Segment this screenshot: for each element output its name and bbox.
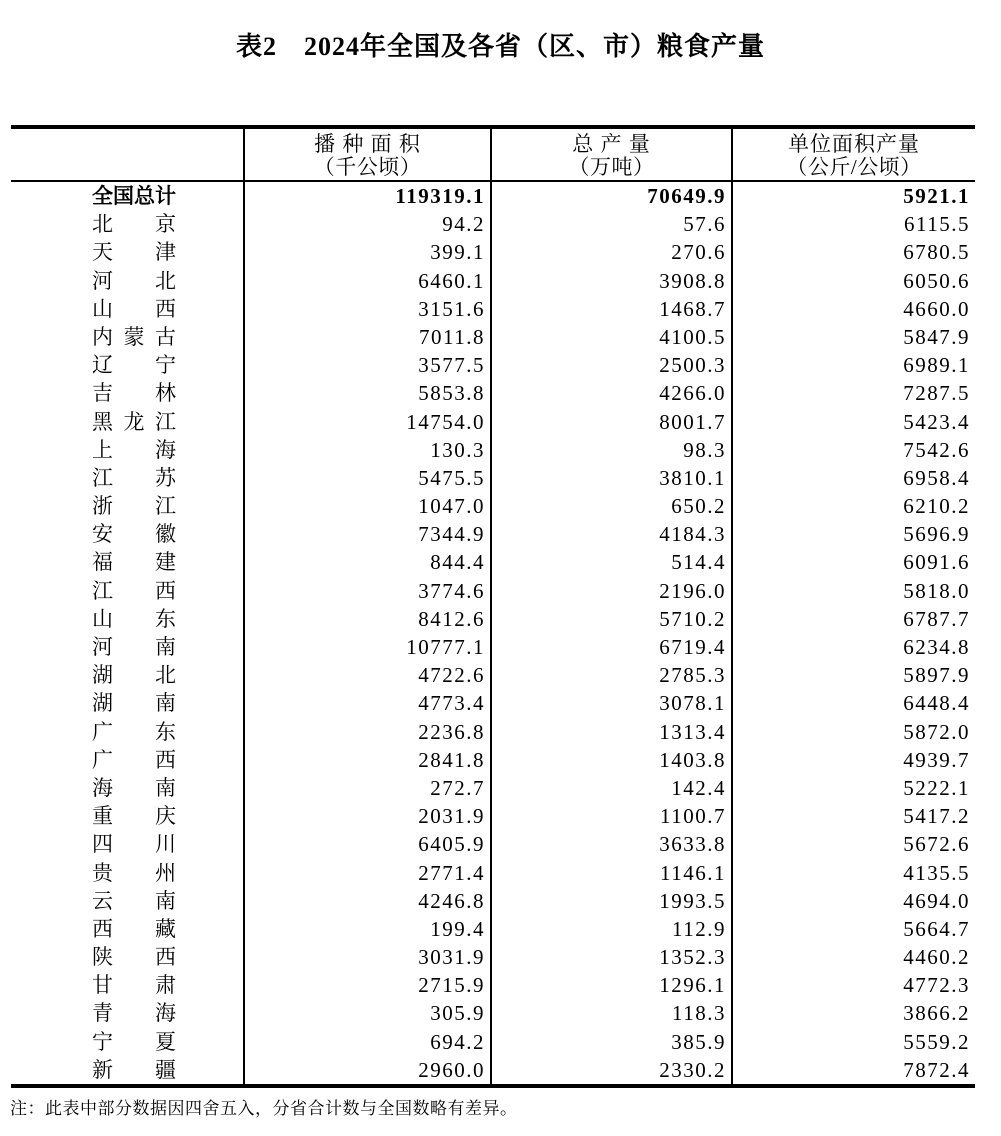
sown-area-value: 4722.6 [243,661,490,689]
row-label: 浙江 [92,494,176,519]
sown-area-value: 399.1 [243,238,490,266]
page-title: 表2 2024年全国及各省（区、市）粮食产量 [235,32,765,61]
total-output-value: 514.4 [490,548,731,576]
row-label: 辽宁 [92,353,176,378]
unit-yield-value: 5664.7 [731,915,975,943]
table-row [11,1056,975,1084]
sown-area-value: 2031.9 [243,802,490,830]
row-label: 陕西 [92,945,176,970]
table-row [11,887,975,915]
sown-area-value: 4246.8 [243,887,490,915]
row-label-cell [11,971,243,999]
row-label-cell [11,1056,243,1084]
row-label: 贵州 [92,860,176,885]
row-label-cell [11,830,243,858]
table-row [11,520,975,548]
column-header-sown-area [243,129,490,180]
row-label: 海南 [92,775,176,800]
sown-area-value: 4773.4 [243,689,490,717]
sown-area-value: 1047.0 [243,492,490,520]
total-output-value: 98.3 [490,436,731,464]
row-label: 西藏 [92,916,176,941]
unit-yield-value: 6958.4 [731,464,975,492]
sown-area-value: 8412.6 [243,605,490,633]
total-output-value: 1403.8 [490,746,731,774]
table-row [11,661,975,689]
unit-yield-value: 6448.4 [731,689,975,717]
unit-yield-value: 5921.1 [731,182,975,210]
row-label-cell [11,718,243,746]
unit-yield-value: 5222.1 [731,774,975,802]
row-label-cell [11,915,243,943]
sown-area-value: 2960.0 [243,1056,490,1084]
row-label: 福建 [92,550,176,575]
row-label-cell [11,351,243,379]
row-label-cell [11,295,243,323]
total-output-value: 1313.4 [490,718,731,746]
row-label: 甘肃 [92,973,176,998]
total-output-value: 57.6 [490,210,731,238]
row-label-cell [11,464,243,492]
unit-yield-value: 4772.3 [731,971,975,999]
row-label-cell [11,943,243,971]
table-row [11,267,975,295]
total-output-value: 270.6 [490,238,731,266]
unit-yield-value: 5818.0 [731,577,975,605]
row-label: 黑龙江 [92,409,176,434]
row-label: 云南 [92,888,176,913]
total-output-value: 2785.3 [490,661,731,689]
total-output-value: 2330.2 [490,1056,731,1084]
sown-area-value: 2236.8 [243,718,490,746]
total-output-value: 4100.5 [490,323,731,351]
table-row [11,971,975,999]
row-label-cell [11,746,243,774]
row-label-cell [11,323,243,351]
table-row [11,915,975,943]
unit-yield-value: 5672.6 [731,830,975,858]
unit-yield-value: 6050.6 [731,267,975,295]
unit-yield-value: 3866.2 [731,999,975,1027]
column-header-unit-yield-label: 单位面积产量 [788,132,920,156]
row-label: 江西 [92,578,176,603]
row-label-cell [11,408,243,436]
row-label-cell [11,859,243,887]
unit-yield-value: 6091.6 [731,548,975,576]
column-header-unit-yield-unit: （公斤/公顷） [786,155,922,179]
row-label: 广西 [92,747,176,772]
row-label: 山东 [92,606,176,631]
sown-area-value: 844.4 [243,548,490,576]
row-label: 宁夏 [92,1029,176,1054]
row-label-cell [11,238,243,266]
unit-yield-value: 6234.8 [731,633,975,661]
total-output-value: 1100.7 [490,802,731,830]
sown-area-value: 2841.8 [243,746,490,774]
table-row [11,436,975,464]
unit-yield-value: 4939.7 [731,746,975,774]
unit-yield-value: 5847.9 [731,323,975,351]
total-output-value: 1993.5 [490,887,731,915]
table-row [11,492,975,520]
unit-yield-value: 6989.1 [731,351,975,379]
total-output-value: 142.4 [490,774,731,802]
table-row [11,351,975,379]
row-label-cell [11,520,243,548]
unit-yield-value: 7542.6 [731,436,975,464]
sown-area-value: 3577.5 [243,351,490,379]
table-row [11,1028,975,1056]
row-label-cell [11,633,243,661]
total-output-value: 2500.3 [490,351,731,379]
total-output-value: 1296.1 [490,971,731,999]
table-row [11,830,975,858]
total-output-value: 1468.7 [490,295,731,323]
row-label-cell [11,267,243,295]
total-output-value: 1146.1 [490,859,731,887]
table-header [11,129,975,182]
unit-yield-value: 4694.0 [731,887,975,915]
total-output-value: 385.9 [490,1028,731,1056]
unit-yield-value: 5872.0 [731,718,975,746]
unit-yield-value: 6780.5 [731,238,975,266]
table-row [11,210,975,238]
column-header-total-output [490,129,731,180]
row-label-cell [11,379,243,407]
sown-area-value: 7344.9 [243,520,490,548]
row-label-cell [11,661,243,689]
sown-area-value: 199.4 [243,915,490,943]
row-label-cell [11,605,243,633]
total-output-value: 2196.0 [490,577,731,605]
table-row [11,718,975,746]
total-output-value: 4266.0 [490,379,731,407]
table-row [11,605,975,633]
row-label-cell [11,577,243,605]
column-header-sown-area-label: 播 种 面 积 [314,132,421,156]
unit-yield-value: 4660.0 [731,295,975,323]
row-label: 四川 [92,832,176,857]
row-label: 河北 [92,268,176,293]
unit-yield-value: 6787.7 [731,605,975,633]
row-label-cell [11,999,243,1027]
sown-area-value: 7011.8 [243,323,490,351]
sown-area-value: 3031.9 [243,943,490,971]
row-label: 广东 [92,719,176,744]
sown-area-value: 6405.9 [243,830,490,858]
grain-production-table [11,125,975,1088]
total-output-value: 3908.8 [490,267,731,295]
table-row [11,999,975,1027]
unit-yield-value: 5417.2 [731,802,975,830]
sown-area-value: 694.2 [243,1028,490,1056]
row-label: 江苏 [92,465,176,490]
row-label: 山西 [92,296,176,321]
table-row [11,746,975,774]
total-output-value: 112.9 [490,915,731,943]
row-label: 上海 [92,437,176,462]
table-row [11,633,975,661]
row-label: 新疆 [92,1057,176,1082]
sown-area-value: 2771.4 [243,859,490,887]
total-output-value: 118.3 [490,999,731,1027]
row-label-cell [11,182,243,210]
table-row [11,238,975,266]
table-row [11,943,975,971]
row-label-cell [11,492,243,520]
sown-area-value: 6460.1 [243,267,490,295]
column-header-unit-yield [731,129,975,180]
sown-area-value: 5475.5 [243,464,490,492]
total-output-value: 4184.3 [490,520,731,548]
row-label: 湖南 [92,691,176,716]
table-body [11,182,975,1084]
total-output-value: 1352.3 [490,943,731,971]
row-label-cell [11,774,243,802]
row-label-cell [11,802,243,830]
row-label: 天津 [92,240,176,265]
unit-yield-value: 5423.4 [731,408,975,436]
table-row [11,689,975,717]
unit-yield-value: 7872.4 [731,1056,975,1084]
total-output-value: 3633.8 [490,830,731,858]
table-row [11,577,975,605]
unit-yield-value: 5559.2 [731,1028,975,1056]
table-row [11,774,975,802]
table-row [11,323,975,351]
row-label-cell [11,548,243,576]
total-output-value: 6719.4 [490,633,731,661]
row-label: 河南 [92,635,176,659]
sown-area-value: 94.2 [243,210,490,238]
unit-yield-value: 7287.5 [731,379,975,407]
table-row [11,408,975,436]
row-label: 北京 [92,212,176,237]
total-output-value: 8001.7 [490,408,731,436]
row-label-cell [11,436,243,464]
unit-yield-value: 6210.2 [731,492,975,520]
sown-area-value: 3774.6 [243,577,490,605]
row-label: 青海 [92,1001,176,1026]
row-label: 湖北 [92,663,176,688]
sown-area-value: 3151.6 [243,295,490,323]
sown-area-value: 119319.1 [243,182,490,210]
table-row [11,295,975,323]
column-header-blank [11,129,243,180]
row-label-cell [11,689,243,717]
footnote: 注：此表中部分数据因四舍五入，分省合计数与全国数略有差异。 [10,1099,518,1118]
column-header-sown-area-unit: （千公顷） [313,155,422,179]
table-row [11,548,975,576]
table-row [11,379,975,407]
row-label-cell [11,210,243,238]
unit-yield-value: 4135.5 [731,859,975,887]
table-row [11,464,975,492]
row-label: 安徽 [92,522,176,547]
row-label: 吉林 [92,381,176,406]
sown-area-value: 2715.9 [243,971,490,999]
row-label: 内蒙古 [92,324,176,349]
sown-area-value: 10777.1 [243,633,490,661]
total-output-value: 650.2 [490,492,731,520]
sown-area-value: 305.9 [243,999,490,1027]
unit-yield-value: 4460.2 [731,943,975,971]
row-label-cell [11,887,243,915]
sown-area-value: 272.7 [243,774,490,802]
total-output-value: 3810.1 [490,464,731,492]
sown-area-value: 14754.0 [243,408,490,436]
total-output-value: 70649.9 [490,182,731,210]
total-output-value: 3078.1 [490,689,731,717]
table-row [11,182,975,210]
row-label: 全国总计 [92,184,176,208]
sown-area-value: 5853.8 [243,379,490,407]
unit-yield-value: 5696.9 [731,520,975,548]
row-label: 重庆 [92,804,176,829]
unit-yield-value: 6115.5 [731,210,975,238]
column-header-total-output-label: 总 产 量 [572,132,651,156]
table-row [11,859,975,887]
row-label-cell [11,1028,243,1056]
unit-yield-value: 5897.9 [731,661,975,689]
sown-area-value: 130.3 [243,436,490,464]
table-row [11,802,975,830]
column-header-total-output-unit: （万吨） [568,155,655,179]
total-output-value: 5710.2 [490,605,731,633]
